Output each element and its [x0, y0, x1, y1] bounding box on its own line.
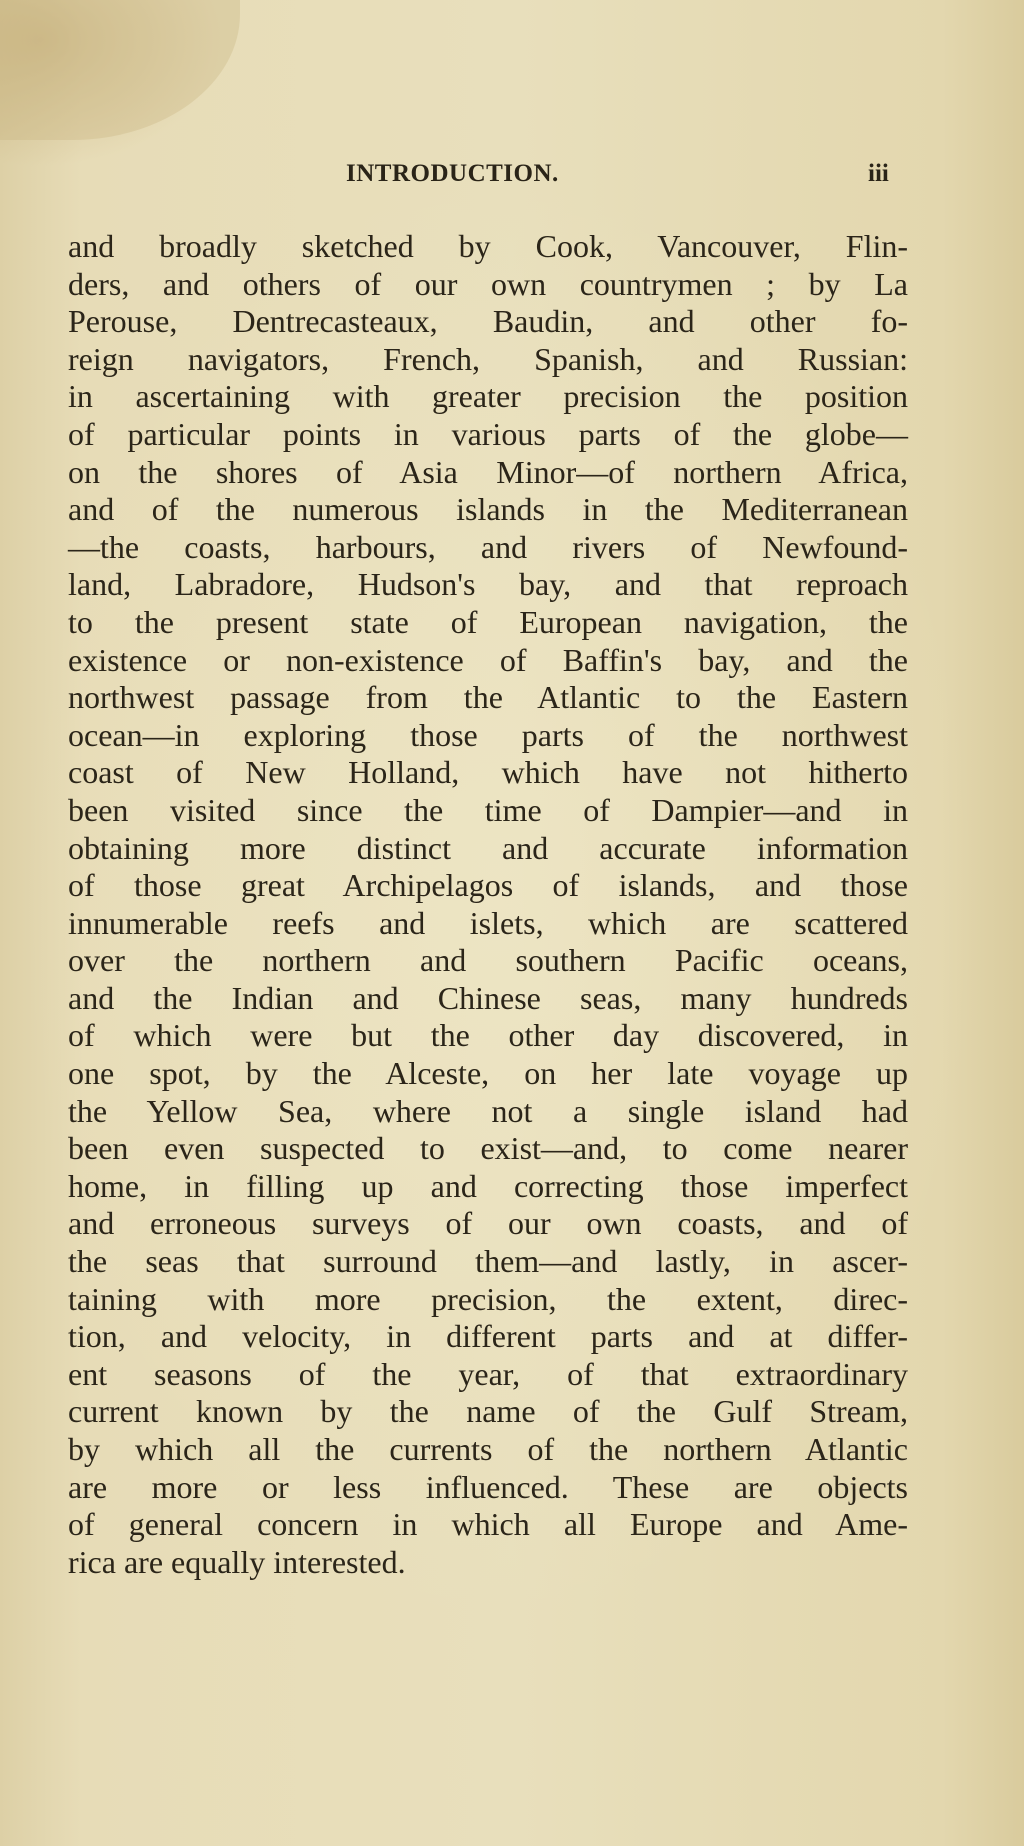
- text-line-last: rica are equally interested.: [68, 1543, 406, 1580]
- text-line: tion, and velocity, in different parts and at differ-: [68, 1318, 908, 1355]
- text-line: of which were but the other day discovered, in: [68, 1017, 908, 1054]
- text-line: of particular points in various parts of the globe—: [68, 415, 908, 452]
- text-line: of those great Archipelagos of islands, and those: [68, 867, 908, 904]
- text-line: ent seasons of the year, of that extraordinary: [68, 1355, 908, 1392]
- text-line: and broadly sketched by Cook, Vancouver, Flin-: [68, 228, 908, 264]
- text-line: coast of New Holland, which have not hitherto: [68, 754, 908, 791]
- text-line: ders, and others of our own countrymen ; by La: [68, 265, 908, 302]
- text-line: home, in filling up and correcting those imperfect: [68, 1167, 908, 1204]
- page-header: [0, 160, 1024, 192]
- text-line: to the present state of European navigation, the: [68, 603, 908, 640]
- text-line: over the northern and southern Pacific oceans,: [68, 942, 908, 979]
- text-line: Perouse, Dentrecasteaux, Baudin, and other fo-: [68, 303, 908, 340]
- text-line: and of the numerous islands in the Mediterranean: [68, 491, 908, 528]
- text-line: innumerable reefs and islets, which are scattered: [68, 904, 908, 941]
- text-line: northwest passage from the Atlantic to the Eastern: [68, 679, 908, 716]
- text-line: one spot, by the Alceste, on her late voyage up: [68, 1055, 908, 1092]
- text-line: of general concern in which all Europe and Ame-: [68, 1506, 908, 1543]
- text-line: obtaining more distinct and accurate information: [68, 829, 908, 866]
- text-line: the Yellow Sea, where not a single island had: [68, 1092, 908, 1129]
- text-line: ocean—in exploring those parts of the northwest: [68, 716, 908, 753]
- text-line: the seas that surround them—and lastly, in ascer-: [68, 1243, 908, 1280]
- running-title: INTRODUCTION.: [346, 160, 559, 187]
- text-line: are more or less influenced. These are objects: [68, 1468, 908, 1505]
- text-line: been even suspected to exist—and, to come nearer: [68, 1130, 908, 1167]
- text-line: in ascertaining with greater precision the position: [68, 378, 908, 415]
- text-line: taining with more precision, the extent, direc-: [68, 1280, 908, 1317]
- text-line: current known by the name of the Gulf Stream,: [68, 1393, 908, 1430]
- text-line: and erroneous surveys of our own coasts, and of: [68, 1205, 908, 1242]
- text-line: been visited since the time of Dampier—and in: [68, 791, 908, 828]
- text-line: land, Labradore, Hudson's bay, and that reproach: [68, 566, 908, 603]
- text-line: existence or non-existence of Baffin's bay, and the: [68, 641, 908, 678]
- text-line: and the Indian and Chinese seas, many hundreds: [68, 979, 908, 1016]
- text-line: on the shores of Asia Minor—of northern Africa,: [68, 453, 908, 490]
- text-line: —the coasts, harbours, and rivers of Newfound-: [68, 528, 908, 565]
- text-line: by which all the currents of the northern Atlantic: [68, 1431, 908, 1467]
- page-number: iii: [868, 160, 889, 187]
- page-stain: [0, 0, 240, 140]
- text-line: reign navigators, French, Spanish, and Russian:: [68, 340, 908, 377]
- body-text: [68, 228, 908, 1581]
